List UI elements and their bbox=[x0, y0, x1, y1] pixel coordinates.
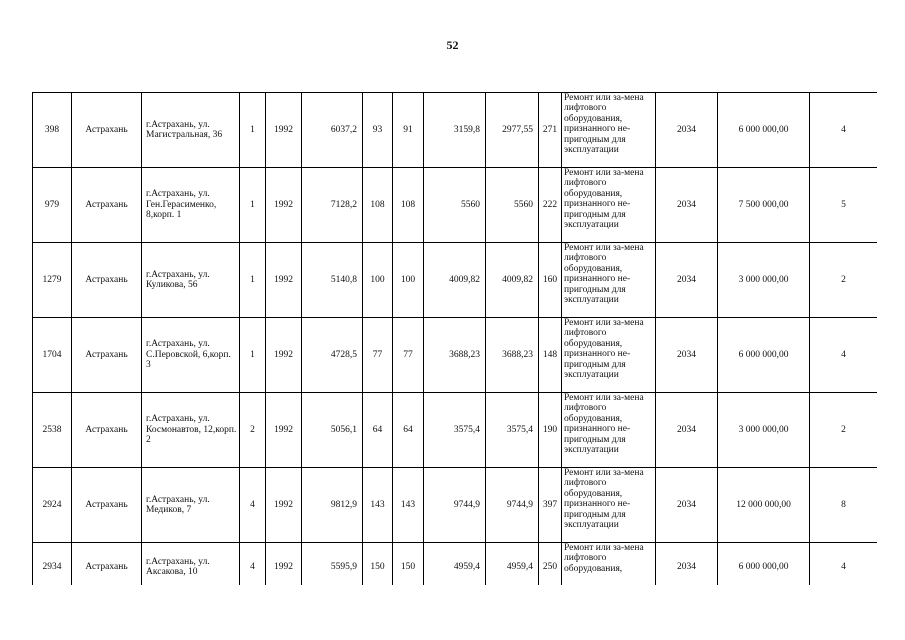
cell-cost: 6 000 000,00 bbox=[718, 543, 810, 586]
cell-c11: 190 bbox=[539, 393, 562, 468]
cell-area: 9812,9 bbox=[302, 468, 363, 543]
cell-count: 2 bbox=[810, 243, 878, 318]
cell-work: Ремонт или за-мена лифтового оборудования, признанного не-пригодным для эксплуатации bbox=[562, 318, 656, 393]
cell-work: Ремонт или за-мена лифтового оборудования, признанного не-пригодным для эксплуатации bbox=[562, 468, 656, 543]
cell-count: 8 bbox=[810, 468, 878, 543]
cell-cost: 3 000 000,00 bbox=[718, 393, 810, 468]
cell-area: 5140,8 bbox=[302, 243, 363, 318]
page-number: 52 bbox=[446, 38, 459, 52]
cell-id: 1704 bbox=[33, 318, 72, 393]
table-row bbox=[33, 93, 878, 168]
cell-cost: 7 500 000,00 bbox=[718, 168, 810, 243]
cell-city: Астрахань bbox=[72, 543, 142, 586]
cell-plan-year: 2034 bbox=[656, 243, 718, 318]
cell-c7: 150 bbox=[363, 543, 393, 586]
cell-c7: 64 bbox=[363, 393, 393, 468]
cell-id: 979 bbox=[33, 168, 72, 243]
cell-c11: 160 bbox=[539, 243, 562, 318]
cell-cost: 3 000 000,00 bbox=[718, 243, 810, 318]
cell-c8: 77 bbox=[393, 318, 424, 393]
cell-c11: 148 bbox=[539, 318, 562, 393]
cell-cost: 6 000 000,00 bbox=[718, 318, 810, 393]
cell-year: 1992 bbox=[266, 243, 302, 318]
cell-area2: 3688,23 bbox=[424, 318, 486, 393]
cell-address: г.Астрахань, ул. С.Перовской, 6,корп. 3 bbox=[142, 318, 240, 393]
cell-plan-year: 2034 bbox=[656, 543, 718, 586]
cell-c4: 1 bbox=[240, 93, 266, 168]
cell-area: 7128,2 bbox=[302, 168, 363, 243]
cell-year: 1992 bbox=[266, 393, 302, 468]
cell-work: Ремонт или за-мена лифтового оборудования, bbox=[562, 543, 656, 586]
cell-area3: 5560 bbox=[486, 168, 539, 243]
cell-c4: 2 bbox=[240, 393, 266, 468]
cell-plan-year: 2034 bbox=[656, 93, 718, 168]
cell-c8: 108 bbox=[393, 168, 424, 243]
cell-cost: 12 000 000,00 bbox=[718, 468, 810, 543]
cell-address: г.Астрахань, ул. Куликова, 56 bbox=[142, 243, 240, 318]
cell-count: 4 bbox=[810, 318, 878, 393]
cell-area2: 9744,9 bbox=[424, 468, 486, 543]
cell-count: 4 bbox=[810, 543, 878, 586]
cell-cost: 6 000 000,00 bbox=[718, 93, 810, 168]
cell-count: 4 bbox=[810, 93, 878, 168]
cell-area3: 2977,55 bbox=[486, 93, 539, 168]
cell-area3: 9744,9 bbox=[486, 468, 539, 543]
cell-address: г.Астрахань, ул. Медиков, 7 bbox=[142, 468, 240, 543]
cell-city: Астрахань bbox=[72, 243, 142, 318]
table-row bbox=[33, 318, 878, 393]
cell-work: Ремонт или за-мена лифтового оборудования, признанного не-пригодным для эксплуатации bbox=[562, 393, 656, 468]
cell-work: Ремонт или за-мена лифтового оборудования, признанного не-пригодным для эксплуатации bbox=[562, 168, 656, 243]
table-row bbox=[33, 543, 878, 586]
cell-area3: 3688,23 bbox=[486, 318, 539, 393]
table-body bbox=[33, 93, 878, 586]
cell-city: Астрахань bbox=[72, 393, 142, 468]
cell-plan-year: 2034 bbox=[656, 468, 718, 543]
cell-c7: 100 bbox=[363, 243, 393, 318]
cell-area: 5595,9 bbox=[302, 543, 363, 586]
cell-plan-year: 2034 bbox=[656, 393, 718, 468]
table-row bbox=[33, 168, 878, 243]
cell-id: 398 bbox=[33, 93, 72, 168]
cell-c4: 1 bbox=[240, 168, 266, 243]
cell-c7: 143 bbox=[363, 468, 393, 543]
cell-work: Ремонт или за-мена лифтового оборудования, признанного не-пригодным для эксплуатации bbox=[562, 243, 656, 318]
cell-year: 1992 bbox=[266, 318, 302, 393]
table-row bbox=[33, 393, 878, 468]
cell-area3: 3575,4 bbox=[486, 393, 539, 468]
cell-id: 1279 bbox=[33, 243, 72, 318]
cell-area3: 4959,4 bbox=[486, 543, 539, 586]
cell-plan-year: 2034 bbox=[656, 318, 718, 393]
cell-work: Ремонт или за-мена лифтового оборудования, признанного не-пригодным для эксплуатации bbox=[562, 93, 656, 168]
cell-c7: 77 bbox=[363, 318, 393, 393]
cell-address: г.Астрахань, ул. Ген.Герасименко, 8,корп. 1 bbox=[142, 168, 240, 243]
cell-address: г.Астрахань, ул. Магистральная, 36 bbox=[142, 93, 240, 168]
cell-address: г.Астрахань, ул. Космонавтов, 12,корп. 2 bbox=[142, 393, 240, 468]
cell-c8: 64 bbox=[393, 393, 424, 468]
cell-year: 1992 bbox=[266, 543, 302, 586]
cell-year: 1992 bbox=[266, 168, 302, 243]
cell-c8: 100 bbox=[393, 243, 424, 318]
cell-area2: 5560 bbox=[424, 168, 486, 243]
cell-c11: 222 bbox=[539, 168, 562, 243]
cell-id: 2934 bbox=[33, 543, 72, 586]
cell-year: 1992 bbox=[266, 93, 302, 168]
cell-c4: 4 bbox=[240, 543, 266, 586]
cell-year: 1992 bbox=[266, 468, 302, 543]
cell-c4: 4 bbox=[240, 468, 266, 543]
cell-area3: 4009,82 bbox=[486, 243, 539, 318]
data-table-container bbox=[32, 92, 877, 585]
cell-count: 2 bbox=[810, 393, 878, 468]
table-row bbox=[33, 243, 878, 318]
cell-city: Астрахань bbox=[72, 93, 142, 168]
cell-c7: 108 bbox=[363, 168, 393, 243]
cell-c8: 143 bbox=[393, 468, 424, 543]
cell-c8: 91 bbox=[393, 93, 424, 168]
cell-address: г.Астрахань, ул. Аксакова, 10 bbox=[142, 543, 240, 586]
cell-count: 5 bbox=[810, 168, 878, 243]
cell-c11: 397 bbox=[539, 468, 562, 543]
table-row bbox=[33, 468, 878, 543]
cell-area2: 4959,4 bbox=[424, 543, 486, 586]
cell-city: Астрахань bbox=[72, 318, 142, 393]
cell-c11: 250 bbox=[539, 543, 562, 586]
cell-c8: 150 bbox=[393, 543, 424, 586]
cell-c11: 271 bbox=[539, 93, 562, 168]
cell-city: Астрахань bbox=[72, 468, 142, 543]
cell-c4: 1 bbox=[240, 243, 266, 318]
cell-id: 2924 bbox=[33, 468, 72, 543]
data-table bbox=[32, 92, 877, 585]
cell-area2: 3575,4 bbox=[424, 393, 486, 468]
cell-area2: 4009,82 bbox=[424, 243, 486, 318]
cell-c7: 93 bbox=[363, 93, 393, 168]
cell-area: 6037,2 bbox=[302, 93, 363, 168]
cell-id: 2538 bbox=[33, 393, 72, 468]
cell-area2: 3159,8 bbox=[424, 93, 486, 168]
cell-area: 5056,1 bbox=[302, 393, 363, 468]
cell-city: Астрахань bbox=[72, 168, 142, 243]
cell-plan-year: 2034 bbox=[656, 168, 718, 243]
cell-c4: 1 bbox=[240, 318, 266, 393]
cell-area: 4728,5 bbox=[302, 318, 363, 393]
